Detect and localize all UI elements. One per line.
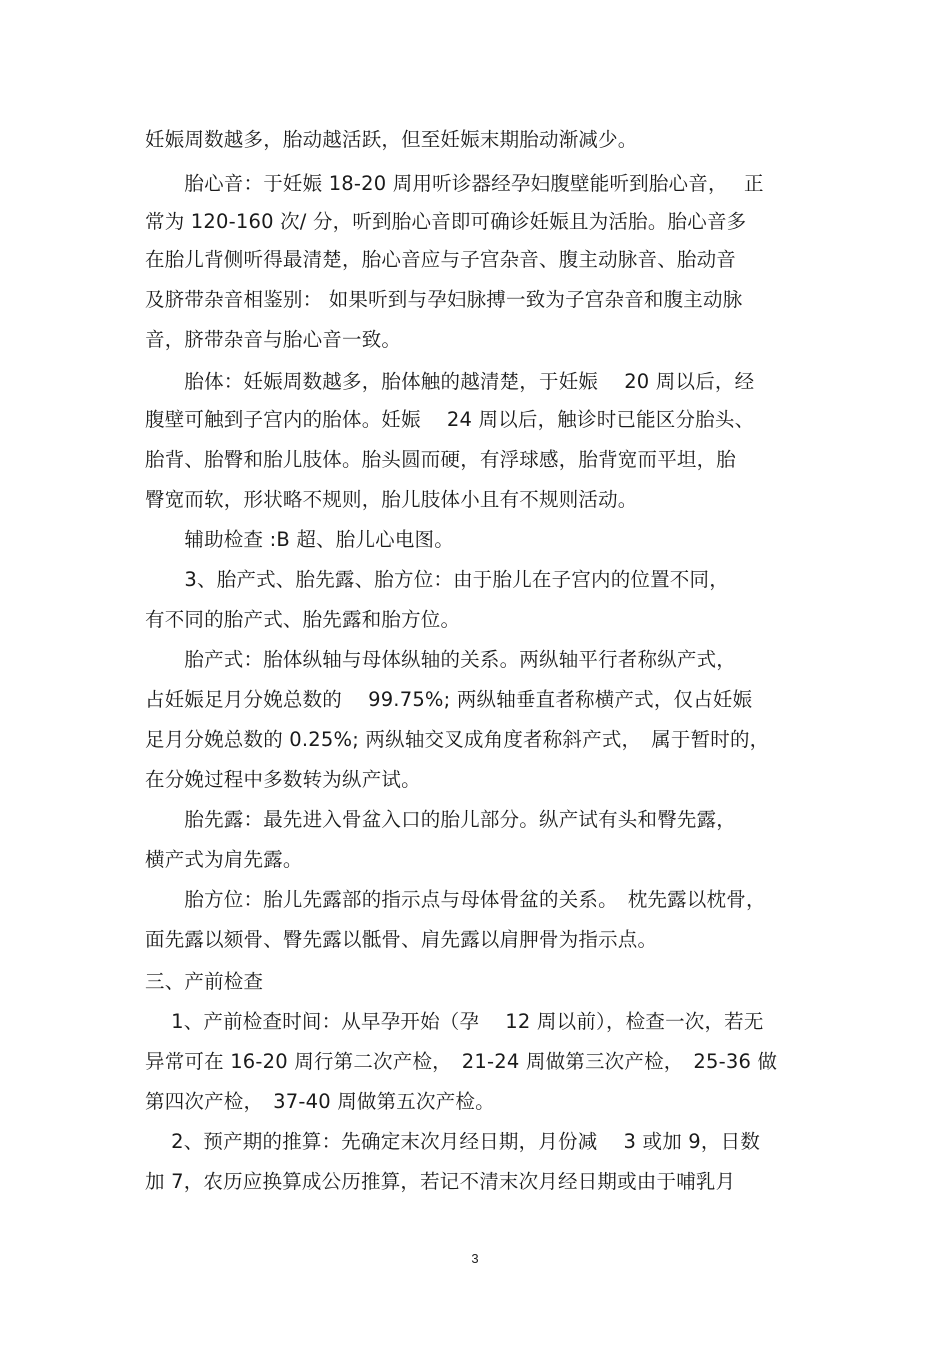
text-line: 胎方位：胎儿先露部的指示点与母体骨盆的关系。 枕先露以枕骨， <box>145 888 766 911</box>
text-line: 足月分娩总数的 0.25%; 两纵轴交叉成角度者称斜产式， 属于暂时的， <box>145 728 770 751</box>
text-line: 异常可在 16-20 周行第二次产检， 21-24 周做第三次产检， 25-36 做 <box>145 1050 778 1073</box>
text-line: 胎先露：最先进入骨盆入口的胎儿部分。纵产试有头和臀先露， <box>145 808 737 831</box>
text-line: 胎背、胎臀和胎儿肢体。胎头圆而硬，有浮球感，胎背宽而平坦，胎 <box>145 448 737 471</box>
text-line: 面先露以颏骨、臀先露以骶骨、肩先露以肩胛骨为指示点。 <box>145 928 658 951</box>
text-line: 及脐带杂音相鉴别： 如果听到与孕妇脉搏一致为子宫杂音和腹主动脉 <box>145 288 743 311</box>
text-line: 2、预产期的推算：先确定末次月经日期，月份减 3 或加 9，日数 <box>145 1130 761 1153</box>
text-line: 在胎儿背侧听得最清楚，胎心音应与子宫杂音、腹主动脉音、胎动音 <box>145 248 737 271</box>
text-line: 3、胎产式、胎先露、胎方位：由于胎儿在子宫内的位置不同， <box>145 568 729 591</box>
text-line: 胎心音：于妊娠 18-20 周用听诊器经孕妇腹壁能听到胎心音， 正 <box>145 172 764 195</box>
text-line: 横产式为肩先露。 <box>145 848 303 871</box>
text-line: 腹壁可触到子宫内的胎体。妊娠 24 周以后，触诊时已能区分胎头、 <box>145 408 755 431</box>
text-line: 臀宽而软，形状略不规则，胎儿肢体小且有不规则活动。 <box>145 488 638 511</box>
page-number: 3 <box>471 1251 479 1266</box>
text-line: 在分娩过程中多数转为纵产试。 <box>145 768 421 791</box>
text-line: 音，脐带杂音与胎心音一致。 <box>145 328 402 351</box>
text-line: 常为 120-160 次/ 分，听到胎心音即可确诊妊娠且为活胎。胎心音多 <box>145 210 747 233</box>
text-line: 加 7，农历应换算成公历推算，若记不清末次月经日期或由于哺乳月 <box>145 1170 736 1193</box>
text-line: 胎产式：胎体纵轴与母体纵轴的关系。两纵轴平行者称纵产式， <box>145 648 737 671</box>
text-line: 占妊娠足月分娩总数的 99.75%; 两纵轴垂直者称横产式，仅占妊娠 <box>145 688 753 711</box>
text-line: 胎体：妊娠周数越多，胎体触的越清楚，于妊娠 20 周以后，经 <box>145 370 755 393</box>
text-line: 第四次产检， 37-40 周做第五次产检。 <box>145 1090 495 1113</box>
text-line: 妊娠周数越多，胎动越活跃，但至妊娠末期胎动渐减少。 <box>145 128 638 151</box>
text-line: 有不同的胎产式、胎先露和胎方位。 <box>145 608 461 631</box>
text-line: 1、产前检查时间：从早孕开始（孕 12 周以前），检查一次，若无 <box>145 1010 764 1033</box>
text-line: 辅助检查 :B 超、胎儿心电图。 <box>145 528 454 551</box>
section-heading: 三、产前检查 <box>145 970 264 993</box>
